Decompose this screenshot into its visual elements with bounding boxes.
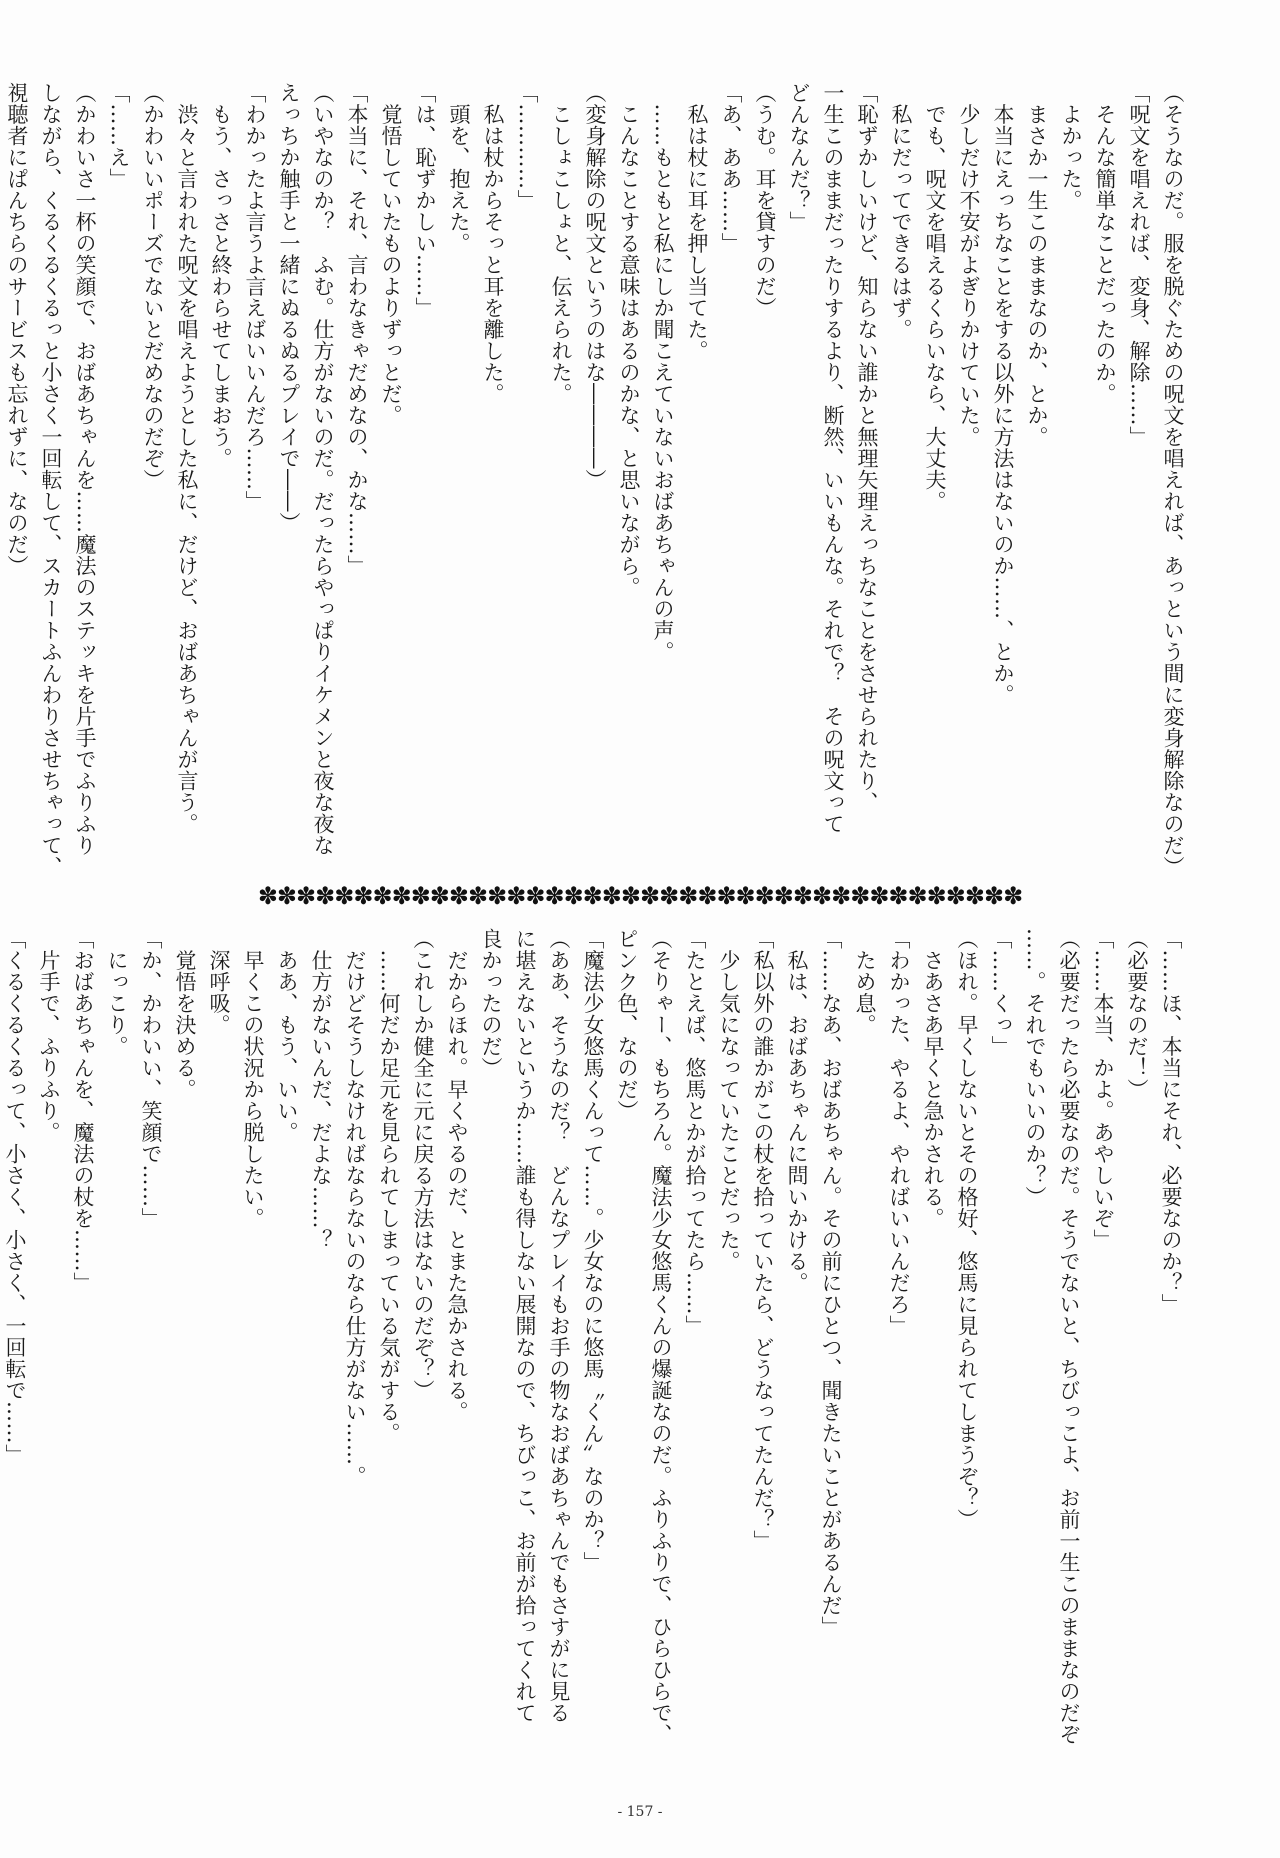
text-line: （これしか健全に元に戻る方法はないのだぞ？） bbox=[411, 928, 435, 1401]
text-line: 仕方がないんだ、だよな……？ bbox=[309, 928, 333, 1251]
text-line: 「……くっ」 bbox=[989, 928, 1013, 1057]
text-line: （ああ、そうなのだ？ どんなプレイもお手の物なおばあちゃんでもさすがに見る bbox=[547, 928, 571, 1724]
text-line: 私は杖からそっと耳を離した。 bbox=[481, 82, 505, 405]
text-line: 早くこの状況から脱したい。 bbox=[241, 928, 265, 1229]
text-line: 「恥ずかしいけど、知らない誰かと無理矢理えっちなことをさせられたり、 bbox=[855, 82, 879, 813]
text-line: （必要だったら必要なのだ。そうでないと、ちびっこよ、お前一生このままなのだぞ bbox=[1057, 928, 1081, 1745]
text-line: 一生このままだったりするより、断然、いいもんな。それで？ その呪文って bbox=[821, 82, 845, 835]
text-line: 少しだけ不安がよぎりかけていた。 bbox=[957, 82, 981, 448]
text-line: に堪えないというか……誰も得しない展開なので、ちびっこ、お前が拾ってくれて bbox=[513, 928, 537, 1724]
text-line: 私にだってできるはず。 bbox=[889, 82, 913, 340]
page-number: - 157 - bbox=[617, 1804, 663, 1820]
text-line: 「魔法少女悠馬くんって……。少女なのに悠馬〝くん〟なのか？」 bbox=[581, 928, 605, 1573]
text-line: ……。それでもいいのか？） bbox=[1023, 928, 1047, 1208]
text-line: （そりゃー、もちろん。魔法少女悠馬くんの爆誕なのだ。ふりふりで、ひらひらで、 bbox=[649, 928, 673, 1745]
text-line: （うむ。耳を貸すのだ） bbox=[753, 82, 777, 319]
text-line: 「おばあちゃんを、魔法の杖を……」 bbox=[71, 928, 95, 1294]
text-line: （かわいいポーズでないとだめなのだぞ） bbox=[141, 82, 165, 491]
text-line: 深呼吸。 bbox=[207, 928, 231, 1036]
text-line: （必要なのだ！） bbox=[1125, 928, 1149, 1100]
text-line: だからほれ。早くやるのだ、とまた急かされる。 bbox=[445, 928, 469, 1423]
text-line: 私は、おばあちゃんに問いかける。 bbox=[785, 928, 809, 1294]
text-line: 頭を、抱えた。 bbox=[447, 82, 471, 254]
text-line: 「たとえば、悠馬とかが拾ってたら……」 bbox=[683, 928, 707, 1337]
text-line: ああ、もう、いい。 bbox=[275, 928, 299, 1143]
text-line: 私は杖に耳を押し当てた。 bbox=[685, 82, 709, 362]
text-line: 片手で、ふりふり。 bbox=[37, 928, 61, 1143]
text-line: 「は、恥ずかしい……」 bbox=[413, 82, 437, 319]
text-line: にっこり。 bbox=[105, 928, 129, 1057]
text-line: よかった。 bbox=[1059, 82, 1083, 211]
text-line: 「くるくるくるって、小さく、小さく、一回転で……」 bbox=[3, 928, 27, 1466]
text-line: （いやなのか？ ふむ。仕方がないのだ。だったらやっぱりイケメンと夜な夜な bbox=[311, 82, 335, 856]
text-line: えっちか触手と一緒にぬるぬるプレイで――） bbox=[277, 82, 301, 534]
text-line: 「本当に、それ、言わなきゃだめなの、かな……」 bbox=[345, 82, 369, 577]
text-block-top bbox=[5, 82, 1190, 878]
text-line: もう、さっさと終わらせてしまおう。 bbox=[209, 82, 233, 469]
text-line: 覚悟を決める。 bbox=[173, 928, 197, 1100]
text-line: 「わかった、やるよ、やればいいんだろ」 bbox=[887, 928, 911, 1337]
text-line: 「……なあ、おばあちゃん。その前にひとつ、聞きたいことがあるんだ」 bbox=[819, 928, 843, 1638]
text-line: （変身解除の呪文というのはな――――） bbox=[583, 82, 607, 491]
text-line: 「私以外の誰かがこの杖を拾っていたら、どうなってたんだ？」 bbox=[751, 928, 775, 1552]
text-line: 「…………」 bbox=[515, 82, 539, 211]
text-line: こしょこしょと、伝えられた。 bbox=[549, 82, 573, 405]
text-line: 視聴者にぱんちらのサービスも忘れずに、なのだ） bbox=[5, 82, 29, 577]
text-line: 少し気になっていたことだった。 bbox=[717, 928, 741, 1272]
text-line: 渋々と言われた呪文を唱えようとした私に、だけど、おばあちゃんが言う。 bbox=[175, 82, 199, 835]
text-line: 「……え」 bbox=[107, 82, 131, 190]
text-line: （そうなのだ。服を脱ぐための呪文を唱えれば、あっという間に変身解除なのだ） bbox=[1161, 82, 1185, 878]
text-block-bottom bbox=[3, 928, 1188, 1788]
text-line: ……何だか足元を見られてしまっている気がする。 bbox=[377, 928, 401, 1444]
text-line: 良かったのだ） bbox=[479, 928, 503, 1079]
text-line: 「あ、ああ……」 bbox=[719, 82, 743, 254]
text-line: 覚悟していたものよりずっとだ。 bbox=[379, 82, 403, 426]
text-line: 「わかったよ言うよ言えばいいんだろ……」 bbox=[243, 82, 267, 512]
text-line: でも、呪文を唱えるくらいなら、大丈夫。 bbox=[923, 82, 947, 512]
text-line: こんなことする意味はあるのかな、と思いながら。 bbox=[617, 82, 641, 598]
text-line: しながら、くるくるくるっと小さく一回転して、スカートふんわりさせちゃって、 bbox=[39, 82, 63, 878]
text-line: だけどそうしなければならないのなら仕方がない……。 bbox=[343, 928, 367, 1487]
text-line: ピンク色、なのだ） bbox=[615, 928, 639, 1122]
text-line: どんなんだ？」 bbox=[787, 82, 811, 233]
text-line: （かわいさ一杯の笑顔で、おばあちゃんを……魔法のステッキを片手でふりふり bbox=[73, 82, 97, 856]
text-line: 「……ほ、本当にそれ、必要なのか？」 bbox=[1159, 928, 1183, 1315]
text-line: まさか一生このままなのか、とか。 bbox=[1025, 82, 1049, 448]
text-line: （ほれ。早くしないとその格好、悠馬に見られてしまうぞ？） bbox=[955, 928, 979, 1530]
text-line: 「か、かわいい、笑顔で……」 bbox=[139, 928, 163, 1229]
text-line: 「呪文を唱えれば、変身、解除……」 bbox=[1127, 82, 1151, 448]
text-line: 本当にえっちなことをする以外に方法はないのか……、とか。 bbox=[991, 82, 1015, 706]
text-line: ……もともと私にしか聞こえていないおばあちゃんの声。 bbox=[651, 82, 675, 663]
section-divider: ✽✽✽✽✽✽✽✽✽✽✽✽✽✽✽✽✽✽✽✽✽✽✽✽✽✽✽✽✽✽✽✽✽✽✽✽✽✽✽✽ bbox=[257, 882, 1023, 910]
text-line: 「……本当、かよ。あやしいぞ」 bbox=[1091, 928, 1115, 1251]
text-line: そんな簡単なことだったのか。 bbox=[1093, 82, 1117, 405]
text-line: さあさあ早くと急かされる。 bbox=[921, 928, 945, 1229]
text-line: ため息。 bbox=[853, 928, 877, 1036]
